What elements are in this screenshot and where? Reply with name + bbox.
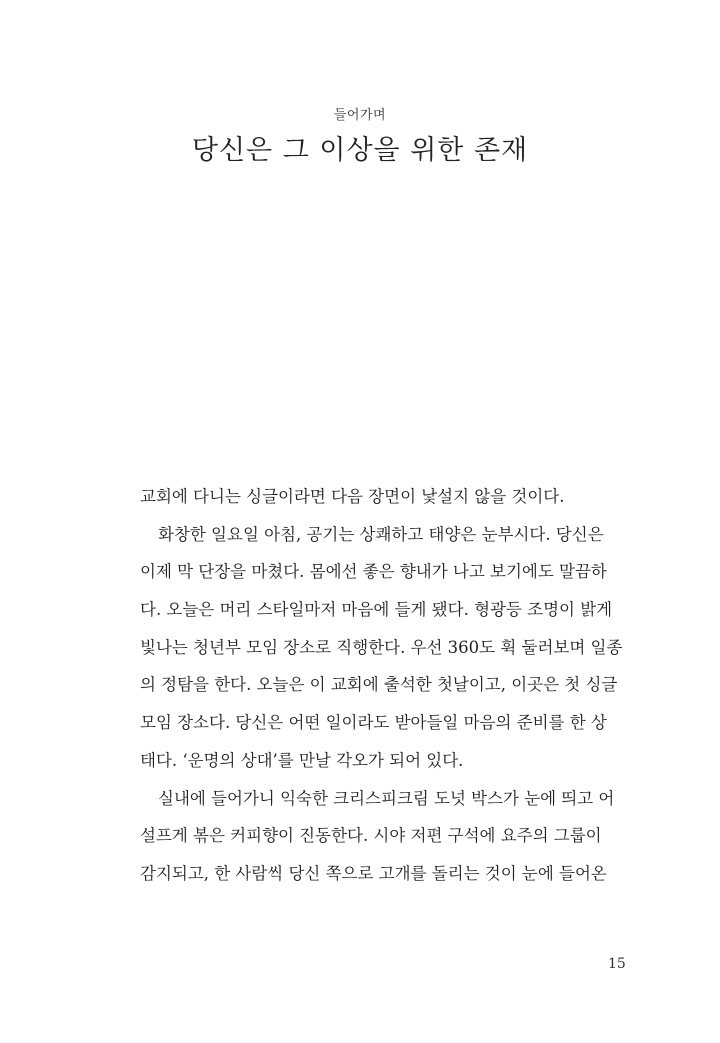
chapter-kicker: 들어가며 — [333, 108, 387, 123]
body-line: 실내에 들어가니 익숙한 크리스피크림 도넛 박스가 눈에 띄고 어 — [158, 788, 615, 808]
body-text — [140, 478, 628, 893]
body-line: 빛나는 청년부 모임 장소로 직행한다. 우선 360도 휙 둘러보며 일종 — [140, 637, 623, 657]
body-line: 교회에 다니는 싱글이라면 다음 장면이 낯설지 않을 것이다. — [140, 487, 565, 506]
body-line: 태다. ‘운명의 상대’를 만날 각오가 되어 있다. — [140, 750, 464, 770]
body-line: 모임 장소다. 당신은 어떤 일이라도 받아들일 마음의 준비를 한 상 — [140, 713, 607, 733]
body-line: 의 정탐을 한다. 오늘은 이 교회에 출석한 첫날이고, 이곳은 첫 싱글 — [140, 675, 618, 695]
body-line: 설프게 볶은 커피향이 진동한다. 시야 저편 구석에 요주의 그룹이 — [140, 826, 602, 846]
chapter-title: 당신은 그 이상을 위한 존재 — [191, 135, 529, 166]
page-number: 15 — [608, 956, 626, 972]
body-line: 다. 오늘은 머리 스타일마저 마음에 들게 됐다. 형광등 조명이 밝게 — [140, 600, 613, 620]
body-line: 감지되고, 한 사람씩 당신 쪽으로 고개를 돌리는 것이 눈에 들어온 — [140, 863, 607, 883]
body-line: 화창한 일요일 아침, 공기는 상쾌하고 태양은 눈부시다. 당신은 — [158, 524, 604, 544]
body-line: 이제 막 단장을 마쳤다. 몸에선 좋은 향내가 나고 보기에도 말끔하 — [140, 562, 607, 582]
